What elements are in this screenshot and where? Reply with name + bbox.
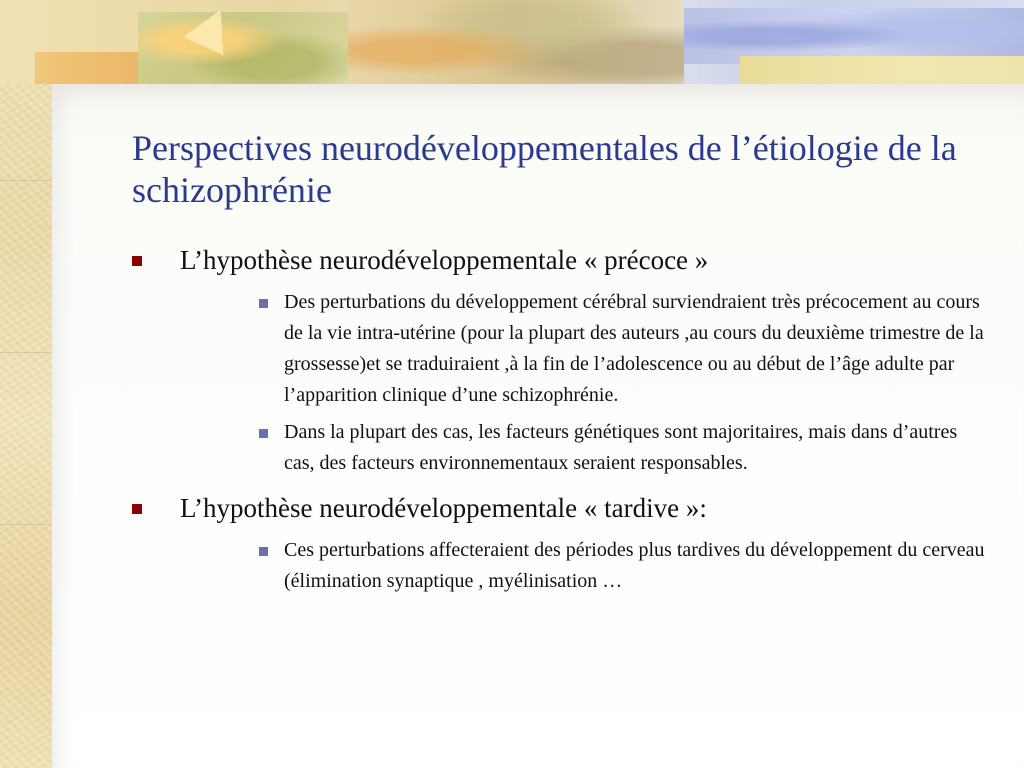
strip-seam xyxy=(0,180,52,181)
bullet-level1 xyxy=(132,491,992,525)
bullet-text: Dans la plupart des cas, les facteurs génétiques sont majoritaires, mais dans d’autres cas, des facteurs environnementaux seraient responsables. xyxy=(284,421,958,474)
strip-seam xyxy=(0,352,52,353)
banner-tile xyxy=(35,52,140,84)
bullet-level2 xyxy=(284,417,992,479)
square-bullet-icon xyxy=(259,429,268,438)
slide-title: Perspectives neurodéveloppementales de l’étiologie de la schizophrénie xyxy=(132,128,957,210)
strip-seam xyxy=(0,524,52,525)
left-decorative-strip xyxy=(0,0,52,768)
square-bullet-icon xyxy=(132,504,142,514)
banner-tile xyxy=(740,56,1024,84)
bullet-text: Ces perturbations affecteraient des périodes plus tardives du développement du cerveau (élimination synaptique , myélinisation … xyxy=(284,539,985,592)
banner-tile xyxy=(138,12,348,84)
square-bullet-icon xyxy=(259,547,268,556)
bullet-level2 xyxy=(284,535,992,597)
slide-content xyxy=(132,243,992,597)
bullet-text: L’hypothèse neurodéveloppementale « précoce » xyxy=(180,245,709,275)
bullet-text: L’hypothèse neurodéveloppementale « tardive »: xyxy=(180,493,707,523)
top-decorative-banner xyxy=(0,0,1024,84)
square-bullet-icon xyxy=(259,299,268,308)
bullet-text: Des perturbations du développement cérébral surviendraient très précocement au cours de la vie intra-utérine (pour la plupart des auteurs ,au cours du deuxième trimestre de la grossesse)et se traduiraient ,à la fin de l’adolescence ou au début de l’âge adulte par l’apparition clinique d’une schizophrénie. xyxy=(284,291,984,406)
banner-tile xyxy=(348,0,684,84)
bullet-level1 xyxy=(132,243,992,277)
bullet-level2 xyxy=(284,287,992,411)
square-bullet-icon xyxy=(132,256,142,266)
